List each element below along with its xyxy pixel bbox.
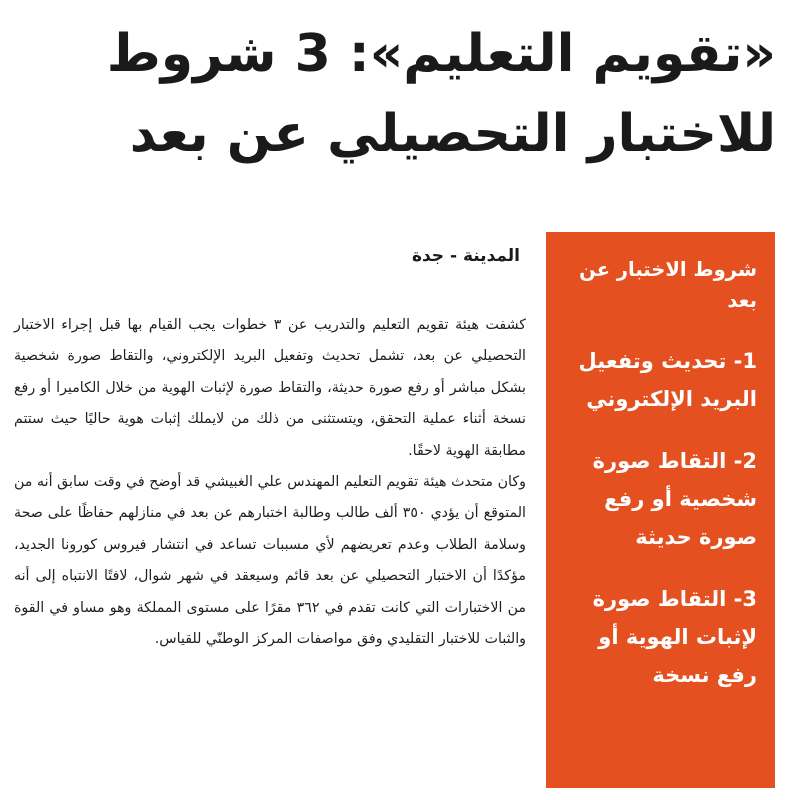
headline <box>106 14 776 174</box>
sidebar-item-3: 3- التقاط صورة لإثبات الهوية أو رفع نسخة <box>592 587 757 687</box>
sidebar-item-2: 2- التقاط صورة شخصية أو رفع صورة حديثة <box>592 449 757 549</box>
article-body <box>14 310 526 655</box>
headline-line-1: «تقويم التعليم»: 3 شروط <box>106 24 776 84</box>
byline: المدينة - جدة <box>411 246 520 266</box>
article-paragraph-2: وكان متحدث هيئة تقويم التعليم المهندس علي الغبيشي قد أوضح في وقت سابق أنه من المتوقع أن يؤدي ٣٥٠ ألف طالب وطالبة اختبارهم عن بعد في منازلهم حفاظًا على صحة وسلامة الطلاب وعدم تعريضهم لأي مسببات تساعد في انتشار فيروس كورونا الجديد، مؤكدًا أن الاختبار التحصيلي عن بعد قائم وسيعقد في شهر شوال، لافتًا الانتباه إلى أنه من الاختبارات التي كانت تقدم في ٣٦٢ مقرًا على مستوى المملكة وهو مساو في القوة والثبات للاختبار التقليدي وفق مواصفات المركز الوطنّي للقياس. <box>14 474 526 648</box>
sidebar-title: شروط الاختبار عن بعد <box>579 258 757 312</box>
sidebar-item-1: 1- تحديث وتفعيل البريد الإلكتروني <box>578 349 757 411</box>
conditions-sidebar <box>546 232 775 788</box>
article-paragraph-1: كشفت هيئة تقويم التعليم والتدريب عن ٣ خطوات يجب القيام بها قبل إجراء الاختبار التحصيلي عن بعد، تشمل تحديث وتفعيل البريد الإلكتروني، والتقاط صورة شخصية بشكل مباشر أو رفع صورة حديثة، والتقاط صورة لإثبات الهوية من خلال الكاميرا أو رفع نسخة أثناء عملية التحقق، ويتستثنى من ذلك من لايملك إثبات هوية حاليًا حيث ستتم مطابقة الهوية لاحقًا. <box>14 317 526 459</box>
headline-line-2: للاختبار التحصيلي عن بعد <box>129 104 776 164</box>
